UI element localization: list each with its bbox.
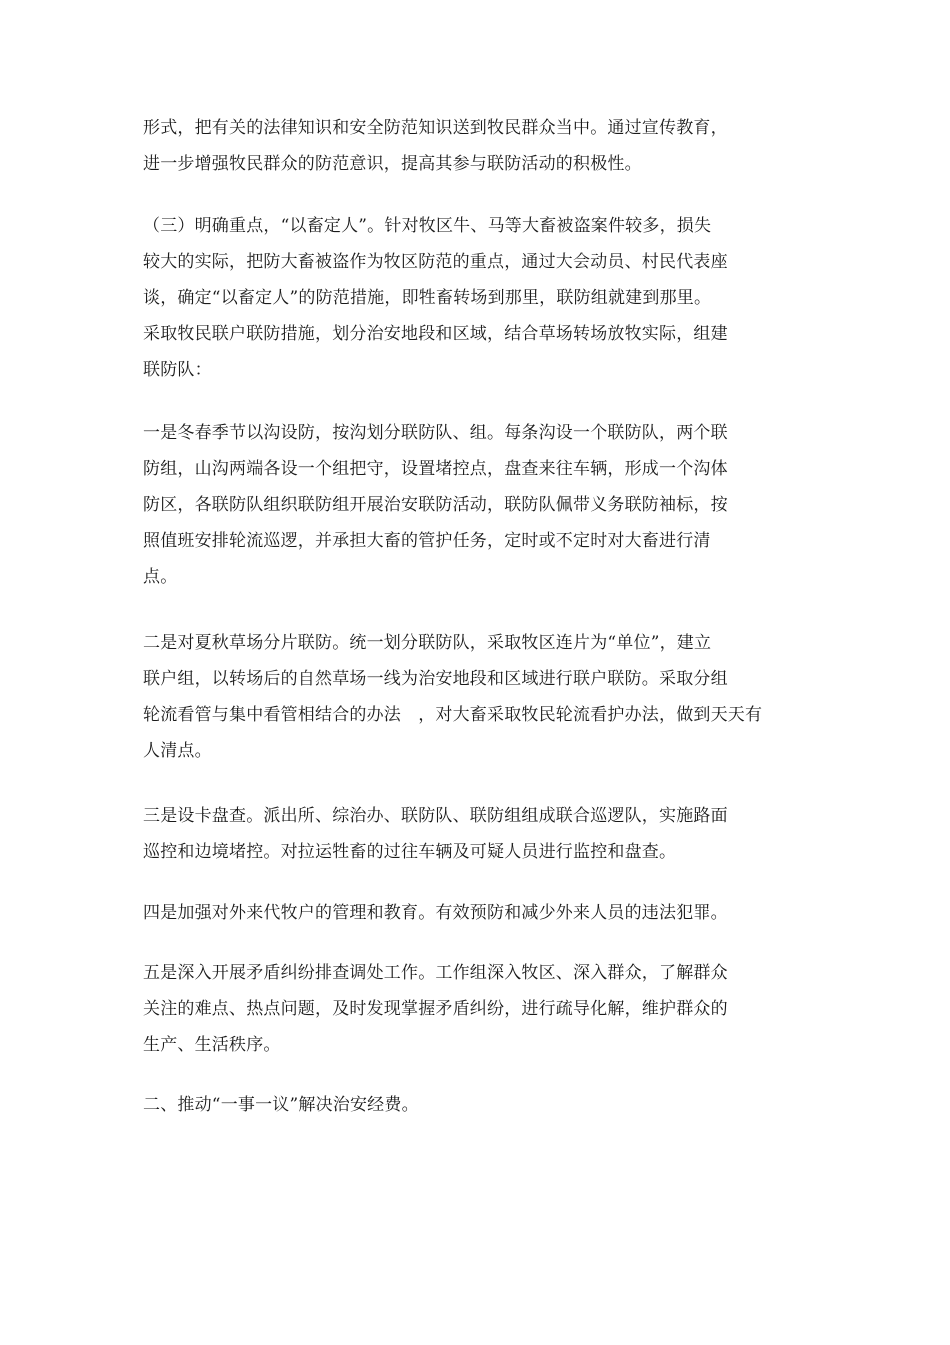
text-line: 二是对夏秋草场分片联防。统一划分联防队，采取牧区连片为“单位”，建立 xyxy=(143,633,712,653)
text-line: 一是冬春季节以沟设防，按沟划分联防队、组。每条沟设一个联防队，两个联 xyxy=(143,423,728,443)
paragraph-summer-autumn xyxy=(143,625,803,769)
text-line: 联防队： xyxy=(143,360,212,380)
paragraph-publicity xyxy=(143,110,803,182)
text-line: 防组，山沟两端各设一个组把守，设置堵控点，盘查来往车辆，形成一个沟体 xyxy=(143,459,728,479)
text-line: 联户组，以转场后的自然草场一线为治安地段和区域进行联户联防。采取分组 xyxy=(143,669,728,689)
text-line: 进一步增强牧民群众的防范意识，提高其参与联防活动的积极性。 xyxy=(143,154,642,174)
text-line: 防区，各联防队组织联防组开展治安联防活动，联防队佩带义务联防袖标，按 xyxy=(143,495,728,515)
paragraph-key-focus xyxy=(143,208,803,388)
text-line: 五是深入开展矛盾纠纷排查调处工作。工作组深入牧区、深入群众，了解群众 xyxy=(143,963,728,983)
paragraph-winter-spring xyxy=(143,415,803,595)
text-line: 生产、生活秩序。 xyxy=(143,1035,281,1055)
text-line: 巡控和边境堵控。对拉运牲畜的过往车辆及可疑人员进行监控和盘查。 xyxy=(143,842,677,862)
text-line: 照值班安排轮流巡逻，并承担大畜的管护任务，定时或不定时对大畜进行清 xyxy=(143,531,711,551)
text-line: 四是加强对外来代牧户的管理和教育。有效预防和减少外来人员的违法犯罪。 xyxy=(143,903,728,923)
text-line: 谈，确定“以畜定人”的防范措施，即牲畜转场到那里，联防组就建到那里。 xyxy=(143,288,712,308)
text-line: 人清点。 xyxy=(143,741,212,761)
text-line: 点。 xyxy=(143,567,178,587)
text-line: 二、推动“一事一议”解决治安经费。 xyxy=(143,1095,419,1115)
text-line: 较大的实际，把防大畜被盗作为牧区防范的重点，通过大会动员、村民代表座 xyxy=(143,252,728,272)
paragraph-checkpoints xyxy=(143,798,803,870)
text-line: 形式，把有关的法律知识和安全防范知识送到牧民群众当中。通过宣传教育， xyxy=(143,118,728,138)
text-line: 关注的难点、热点问题，及时发现掌握矛盾纠纷，进行疏导化解，维护群众的 xyxy=(143,999,728,1019)
text-line: 三是设卡盘查。派出所、综治办、联防队、联防组组成联合巡逻队，实施路面 xyxy=(143,806,728,826)
paragraph-dispute-resolution xyxy=(143,955,803,1063)
text-line: （三）明确重点，“以畜定人”。针对牧区牛、马等大畜被盗案件较多，损失 xyxy=(143,216,712,236)
text-line: 轮流看管与集中看管相结合的办法 ，对大畜采取牧民轮流看护办法，做到天天有 xyxy=(143,705,763,725)
text-line: 采取牧民联户联防措施，划分治安地段和区域，结合草场转场放牧实际，组建 xyxy=(143,324,728,344)
paragraph-outside-herders xyxy=(143,895,803,931)
section-heading-funding xyxy=(143,1087,803,1123)
